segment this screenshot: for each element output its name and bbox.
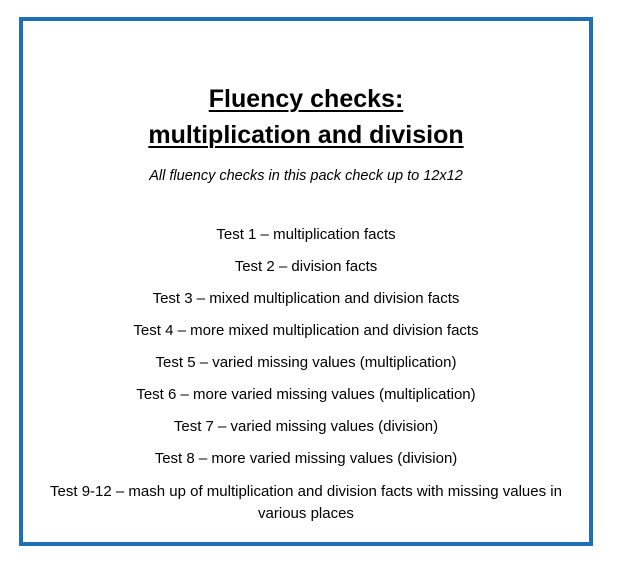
page-title-line-1: Fluency checks: [208, 85, 404, 113]
test-item-1: Test 1 – multiplication facts [216, 226, 396, 243]
test-item-2: Test 2 – division facts [234, 258, 378, 275]
test-item-9-12: Test 9-12 – mash up of multiplication and division facts with missing values in various places [50, 483, 562, 522]
test-item-6: Test 6 – more varied missing values (multiplication) [136, 386, 476, 403]
page-title-line-2: multiplication and division [148, 121, 464, 149]
test-list [43, 225, 569, 525]
test-item-8: Test 8 – more varied missing values (division) [154, 450, 458, 467]
subtitle: All fluency checks in this pack check up to 12x12 [149, 168, 463, 184]
test-item-7: Test 7 – varied missing values (division) [173, 418, 439, 435]
test-item-5: Test 5 – varied missing values (multiplication) [155, 354, 457, 371]
test-item-3: Test 3 – mixed multiplication and division facts [152, 290, 460, 307]
test-item-4: Test 4 – more mixed multiplication and division facts [133, 322, 479, 339]
document-frame [19, 17, 593, 546]
